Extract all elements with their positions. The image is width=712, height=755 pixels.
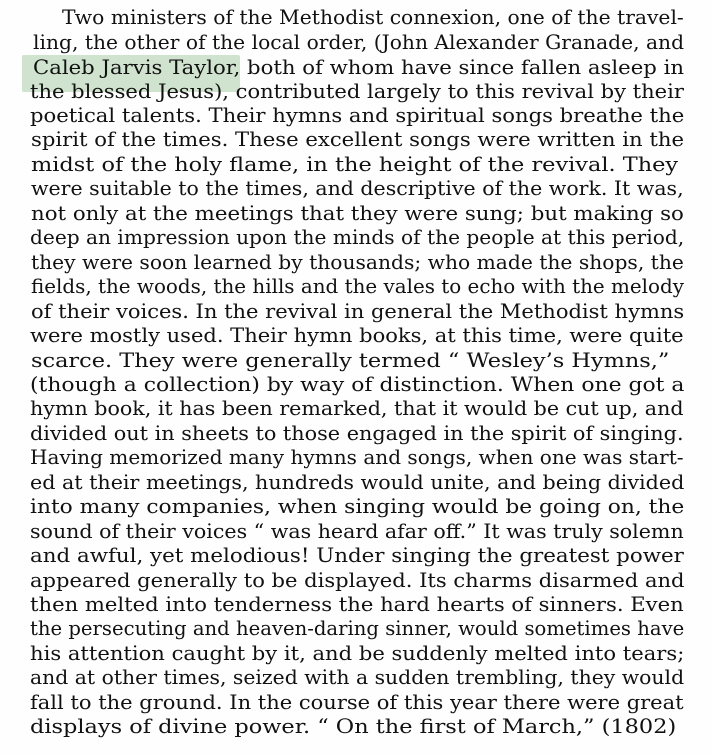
text-line: into many companies, when singing would be going on, the xyxy=(30,495,685,518)
text-line: ed at their meetings, hundreds would unite, and being divided xyxy=(30,471,685,494)
text-line: Having memorized many hymns and songs, when one was start- xyxy=(30,446,684,469)
text-line: were suitable to the times, and descriptive of the work. It was, xyxy=(31,177,684,200)
text-line: (though a collection) by way of distinction. When one got a xyxy=(30,373,685,396)
text-line: they were soon learned by thousands; who made the shops, the xyxy=(31,251,684,274)
text-line: and at other times, seized with a sudden trembling, they would xyxy=(30,666,685,689)
text-line: the blessed Jesus), contributed largely to this revival by their xyxy=(30,80,684,103)
text-line: fields, the woods, the hills and the vales to echo with the melody xyxy=(31,275,684,298)
text-line: not only at the meetings that they were sung; but making so xyxy=(31,202,684,225)
highlighted-text-line[interactable]: Caleb Jarvis Taylor, both of whom have since fallen asleep in xyxy=(33,56,685,79)
text-line: deep an impression upon the minds of the people at this period, xyxy=(30,226,685,249)
text-line: midst of the holy flame, in the height of the revival. They xyxy=(31,153,679,176)
text-line: and awful, yet melodious! Under singing the greatest power xyxy=(30,544,684,567)
text-line: the persecuting and heaven-daring sinner, would sometimes have xyxy=(30,617,685,640)
text-line: his attention caught by it, and be suddenly melted into tears; xyxy=(30,642,685,665)
text-line: of their voices. In the revival in general the Methodist hymns xyxy=(31,300,685,323)
text-line: scarce. They were generally termed “ Wesley’s Hymns,” xyxy=(31,349,670,372)
text-line: poetical talents. Their hymns and spiritual songs breathe the xyxy=(30,104,685,127)
text-line: were mostly used. Their hymn books, at this time, were quite xyxy=(30,324,684,347)
text-line: Two ministers of the Methodist connexion, one of the travel- xyxy=(62,6,684,29)
text-line: hymn book, it has been remarked, that it would be cut up, and xyxy=(30,397,684,420)
text-line: fall to the ground. In the course of this year there were great xyxy=(30,691,684,714)
text-line: divided out in sheets to those engaged in the spirit of singing. xyxy=(30,422,684,445)
text-line: appeared generally to be displayed. Its charms disarmed and xyxy=(30,569,685,592)
text-line: sound of their voices “ was heard afar off.” It was truly solemn xyxy=(30,520,684,543)
text-line: spirit of the times. These excellent songs were written in the xyxy=(31,128,685,151)
text-line: ling, the other of the local order, (John Alexander Granade, and xyxy=(33,31,685,54)
text-line: displays of divine power. “ On the first of March,” (1802) xyxy=(30,715,677,738)
text-line: then melted into tenderness the hard hearts of sinners. Even xyxy=(30,593,684,616)
